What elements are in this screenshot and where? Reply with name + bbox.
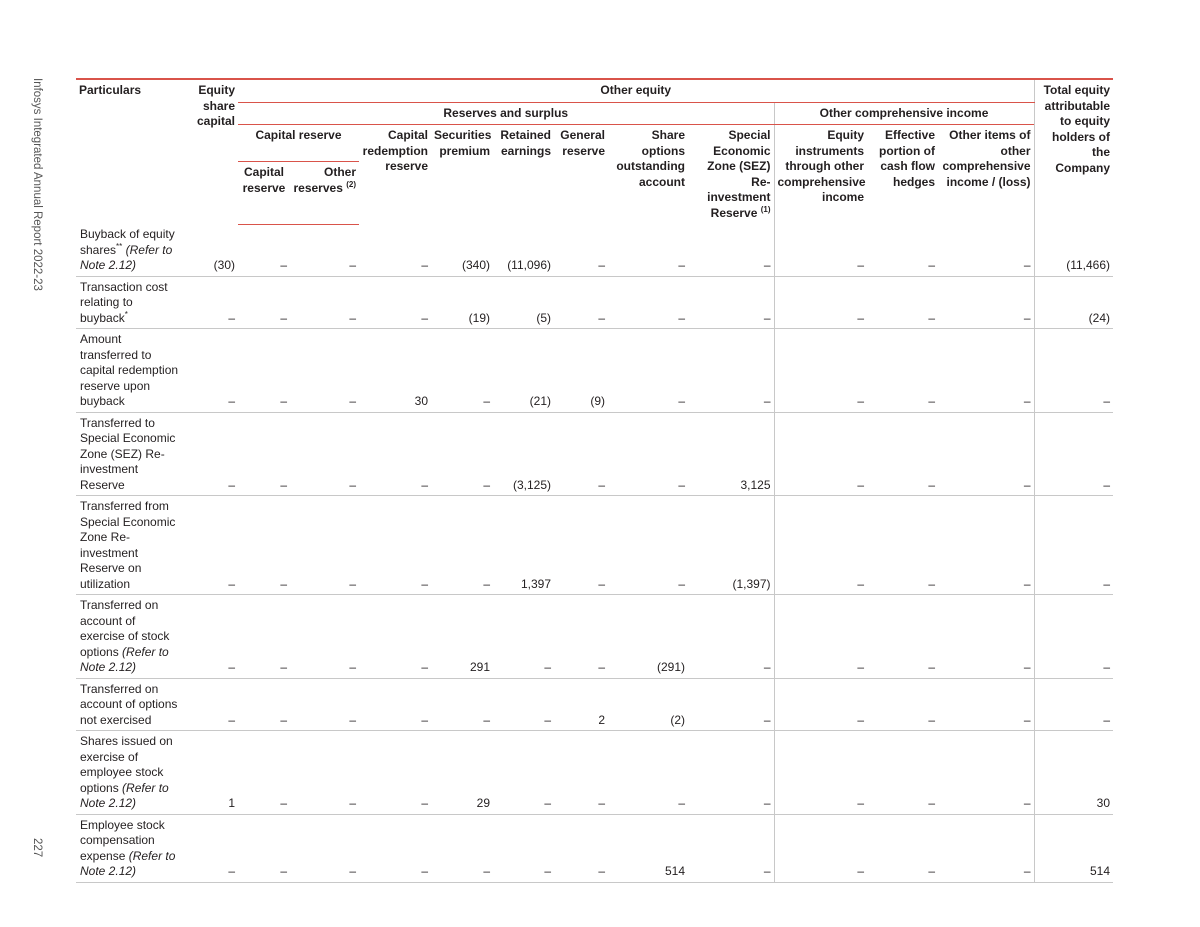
- row-label-text: Employee stock compensation expense: [80, 817, 165, 863]
- cell-value: –: [493, 731, 554, 815]
- cell-value: –: [867, 496, 938, 595]
- row-label-text: Amount transferred to capital redemption reserve upon buyback: [80, 332, 179, 408]
- cell-value: –: [238, 276, 290, 329]
- cell-value: –: [238, 731, 290, 815]
- row-label-text: Buyback of equity shares: [80, 227, 175, 257]
- cell-value: –: [688, 329, 774, 413]
- header-particulars: Particulars: [76, 79, 184, 224]
- cell-value: –: [688, 276, 774, 329]
- cell-value: –: [290, 496, 359, 595]
- cell-value: (11,096): [493, 224, 554, 276]
- cell-value: –: [554, 814, 608, 882]
- row-label: [76, 678, 184, 731]
- cell-value: –: [554, 276, 608, 329]
- cell-value: –: [608, 731, 688, 815]
- cell-value: –: [774, 595, 867, 679]
- cell-value: –: [184, 276, 238, 329]
- cell-value: –: [938, 814, 1034, 882]
- cell-value: –: [774, 678, 867, 731]
- cell-value: (21): [493, 329, 554, 413]
- cell-value: –: [554, 496, 608, 595]
- table-row: [76, 814, 1113, 882]
- row-label-text: Transferred from Special Economic Zone Re-investment Reserve on utilization: [80, 499, 176, 591]
- cell-value: –: [774, 329, 867, 413]
- cell-value: 291: [431, 595, 493, 679]
- header-cash-flow-hedges: Effective portion of cash flow hedges: [879, 128, 935, 189]
- cell-value: –: [290, 731, 359, 815]
- cell-value: (1,397): [688, 496, 774, 595]
- cell-value: –: [359, 595, 431, 679]
- table-row: [76, 731, 1113, 815]
- header-capital-redemption-reserve: Capital redemption reserve: [362, 128, 428, 173]
- cell-value: –: [774, 412, 867, 496]
- cell-value: –: [290, 412, 359, 496]
- cell-value: –: [938, 412, 1034, 496]
- row-note-reference: (Refer to Note 2.12): [80, 848, 176, 878]
- cell-value: –: [290, 329, 359, 413]
- cell-value: (19): [431, 276, 493, 329]
- cell-value: 3,125: [688, 412, 774, 496]
- cell-value: (2): [608, 678, 688, 731]
- cell-value: –: [608, 412, 688, 496]
- header-sez-reserve: Special Economic Zone (SEZ) Re-investment Reserve $^{(1)}$: [707, 128, 771, 220]
- header-retained-earnings: Retained earnings: [500, 128, 551, 158]
- header-oci: Other comprehensive income: [774, 102, 1034, 125]
- header-equity-share-capital: Equity share capital: [184, 79, 238, 224]
- cell-value: –: [554, 595, 608, 679]
- cell-value: –: [290, 276, 359, 329]
- cell-value: –: [238, 496, 290, 595]
- cell-value: –: [184, 412, 238, 496]
- table-row: [76, 678, 1113, 731]
- page-number: 227: [31, 838, 43, 858]
- table-row: [76, 496, 1113, 595]
- cell-value: –: [1034, 496, 1113, 595]
- cell-value: –: [608, 224, 688, 276]
- table-row: [76, 412, 1113, 496]
- cell-value: (340): [431, 224, 493, 276]
- cell-value: –: [938, 329, 1034, 413]
- cell-value: –: [938, 678, 1034, 731]
- row-label-text: Transaction cost relating to buyback: [80, 279, 168, 325]
- cell-value: –: [431, 496, 493, 595]
- cell-value: –: [359, 731, 431, 815]
- cell-value: –: [238, 814, 290, 882]
- cell-value: –: [238, 224, 290, 276]
- cell-value: –: [290, 595, 359, 679]
- table-row: [76, 595, 1113, 679]
- row-label: [76, 496, 184, 595]
- cell-value: –: [608, 276, 688, 329]
- cell-value: –: [554, 731, 608, 815]
- cell-value: 30: [359, 329, 431, 413]
- cell-value: (30): [184, 224, 238, 276]
- cell-value: –: [688, 731, 774, 815]
- cell-value: (3,125): [493, 412, 554, 496]
- equity-table-wrapper: [76, 78, 1113, 883]
- row-note-reference: (Refer to Note 2.12): [80, 242, 173, 272]
- cell-value: –: [774, 276, 867, 329]
- cell-value: 514: [1034, 814, 1113, 882]
- cell-value: –: [1034, 329, 1113, 413]
- statement-of-changes-in-equity-table: [76, 78, 1113, 883]
- cell-value: 2: [554, 678, 608, 731]
- cell-value: –: [554, 412, 608, 496]
- cell-value: –: [359, 276, 431, 329]
- row-label: [76, 731, 184, 815]
- row-label-text: Transferred on account of options not exercised: [80, 681, 178, 727]
- cell-value: –: [1034, 678, 1113, 731]
- cell-value: –: [184, 329, 238, 413]
- cell-value: –: [184, 814, 238, 882]
- cell-value: (5): [493, 276, 554, 329]
- cell-value: –: [938, 731, 1034, 815]
- cell-value: –: [493, 678, 554, 731]
- cell-value: –: [774, 814, 867, 882]
- cell-value: –: [359, 224, 431, 276]
- cell-value: –: [938, 496, 1034, 595]
- cell-value: –: [431, 814, 493, 882]
- cell-value: –: [688, 678, 774, 731]
- cell-value: 30: [1034, 731, 1113, 815]
- row-label: [76, 329, 184, 413]
- cell-value: –: [1034, 412, 1113, 496]
- cell-value: 1: [184, 731, 238, 815]
- header-other-reserves: Other reserves $^{(2)}$: [290, 162, 359, 225]
- row-label: [76, 595, 184, 679]
- table-row: [76, 329, 1113, 413]
- cell-value: –: [1034, 595, 1113, 679]
- cell-value: –: [867, 731, 938, 815]
- row-note-reference: (Refer to Note 2.12): [80, 780, 169, 810]
- cell-value: –: [431, 678, 493, 731]
- cell-value: –: [867, 276, 938, 329]
- table-row: [76, 224, 1113, 276]
- cell-value: –: [359, 412, 431, 496]
- header-equity-instruments-oci: Equity instruments through other comprehensive income: [774, 125, 867, 225]
- header-share-options-outstanding: Share options outstanding account: [616, 128, 685, 189]
- cell-value: –: [867, 678, 938, 731]
- cell-value: –: [688, 595, 774, 679]
- cell-value: –: [938, 276, 1034, 329]
- cell-value: –: [774, 731, 867, 815]
- header-other-items-oci: Other items of other comprehensive income / (loss): [942, 128, 1031, 189]
- cell-value: –: [290, 814, 359, 882]
- cell-value: –: [431, 329, 493, 413]
- row-footnote-marker: **: [116, 241, 123, 251]
- cell-value: –: [184, 678, 238, 731]
- cell-value: 514: [608, 814, 688, 882]
- cell-value: –: [184, 496, 238, 595]
- row-label-text: Transferred to Special Economic Zone (SEZ) Re-investment Reserve: [80, 415, 176, 492]
- table-body: [76, 224, 1113, 882]
- cell-value: –: [359, 814, 431, 882]
- cell-value: –: [867, 814, 938, 882]
- cell-value: (9): [554, 329, 608, 413]
- cell-value: –: [867, 224, 938, 276]
- cell-value: –: [290, 224, 359, 276]
- table-row: [76, 276, 1113, 329]
- header-reserves-and-surplus: Reserves and surplus: [238, 102, 774, 125]
- header-total-equity: Total equity attributable to equity holders of the Company: [1034, 79, 1113, 224]
- cell-value: –: [431, 412, 493, 496]
- cell-value: 29: [431, 731, 493, 815]
- row-label-text: Transferred on account of exercise of stock options: [80, 598, 170, 659]
- row-label: [76, 224, 184, 276]
- cell-value: –: [554, 224, 608, 276]
- header-capital-reserve: Capital reserve: [238, 162, 290, 225]
- cell-value: –: [608, 329, 688, 413]
- cell-value: –: [238, 329, 290, 413]
- row-note-reference: (Refer to Note 2.12): [80, 644, 169, 674]
- header-capital-reserve-group: Capital reserve: [238, 125, 359, 162]
- row-footnote-marker: *: [124, 309, 128, 319]
- cell-value: –: [290, 678, 359, 731]
- cell-value: –: [493, 814, 554, 882]
- report-title: Infosys Integrated Annual Report 2022-23: [31, 78, 43, 291]
- cell-value: –: [938, 224, 1034, 276]
- cell-value: –: [688, 814, 774, 882]
- cell-value: (11,466): [1034, 224, 1113, 276]
- row-label: [76, 814, 184, 882]
- cell-value: –: [867, 595, 938, 679]
- header-other-equity: Other equity: [238, 79, 1034, 102]
- cell-value: –: [184, 595, 238, 679]
- cell-value: –: [359, 678, 431, 731]
- cell-value: (291): [608, 595, 688, 679]
- cell-value: –: [493, 595, 554, 679]
- cell-value: –: [608, 496, 688, 595]
- cell-value: –: [867, 412, 938, 496]
- cell-value: –: [774, 224, 867, 276]
- header-securities-premium: Securities premium: [434, 128, 492, 158]
- cell-value: (24): [1034, 276, 1113, 329]
- row-label: [76, 412, 184, 496]
- cell-value: –: [238, 595, 290, 679]
- row-label: [76, 276, 184, 329]
- cell-value: –: [238, 412, 290, 496]
- cell-value: –: [238, 678, 290, 731]
- header-general-reserve: General reserve: [560, 128, 605, 158]
- cell-value: –: [688, 224, 774, 276]
- cell-value: –: [938, 595, 1034, 679]
- cell-value: 1,397: [493, 496, 554, 595]
- cell-value: –: [359, 496, 431, 595]
- cell-value: –: [774, 496, 867, 595]
- cell-value: –: [867, 329, 938, 413]
- row-label-text: Shares issued on exercise of employee stock options: [80, 734, 173, 795]
